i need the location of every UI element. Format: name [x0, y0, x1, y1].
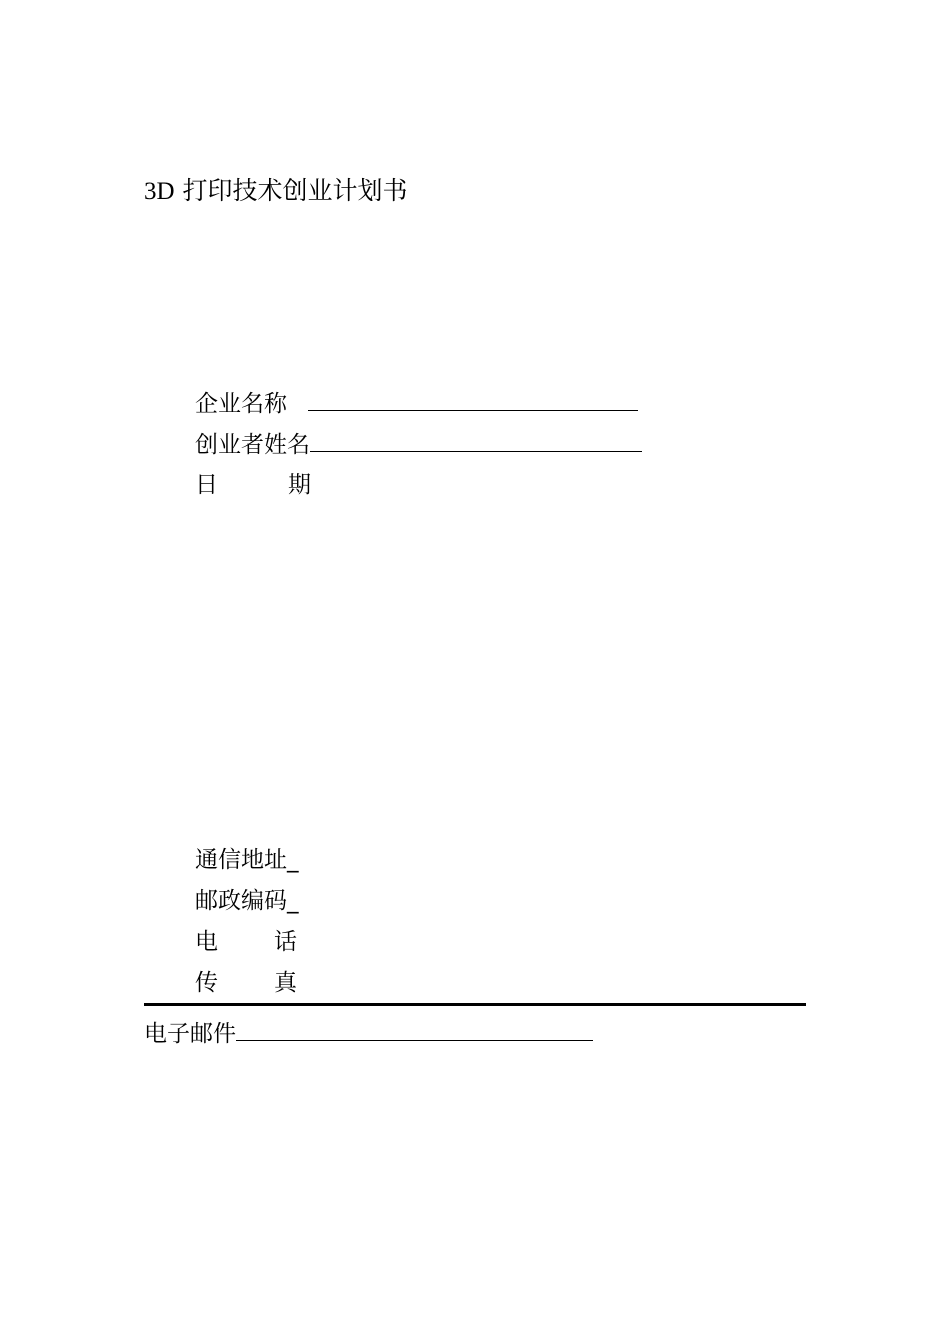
phone-label — [195, 927, 297, 957]
email-field — [144, 1018, 593, 1049]
address-field — [195, 845, 299, 875]
fax-label-char2: 真 — [274, 970, 297, 996]
founder-name-blank[interactable] — [310, 429, 642, 452]
title-prefix: 3D — [144, 178, 175, 205]
email-label: 电子邮件 — [144, 1021, 236, 1047]
date-label-char1: 日 — [195, 472, 218, 498]
company-name-label: 企业名称 — [195, 391, 287, 417]
title-main: 打印技术创业计划书 — [182, 176, 408, 205]
address-label: 通信地址_ — [195, 847, 299, 873]
date-label-char2: 期 — [288, 472, 311, 498]
phone-label-char1: 电 — [195, 929, 218, 955]
date-label — [195, 470, 311, 500]
phone-label-char2: 话 — [274, 929, 297, 955]
document-title — [144, 174, 408, 209]
email-blank[interactable] — [236, 1018, 593, 1041]
postcode-field — [195, 886, 299, 916]
founder-name-field — [195, 429, 642, 460]
date-field — [195, 470, 311, 500]
fax-field — [195, 968, 297, 998]
company-name-field — [195, 388, 638, 419]
founder-name-label: 创业者姓名 — [195, 432, 310, 458]
phone-field — [195, 927, 297, 957]
fax-label-char1: 传 — [195, 970, 218, 996]
company-name-blank[interactable] — [308, 388, 638, 411]
postcode-label: 邮政编码_ — [195, 888, 299, 914]
fax-label — [195, 968, 297, 998]
section-divider — [144, 1003, 806, 1006]
